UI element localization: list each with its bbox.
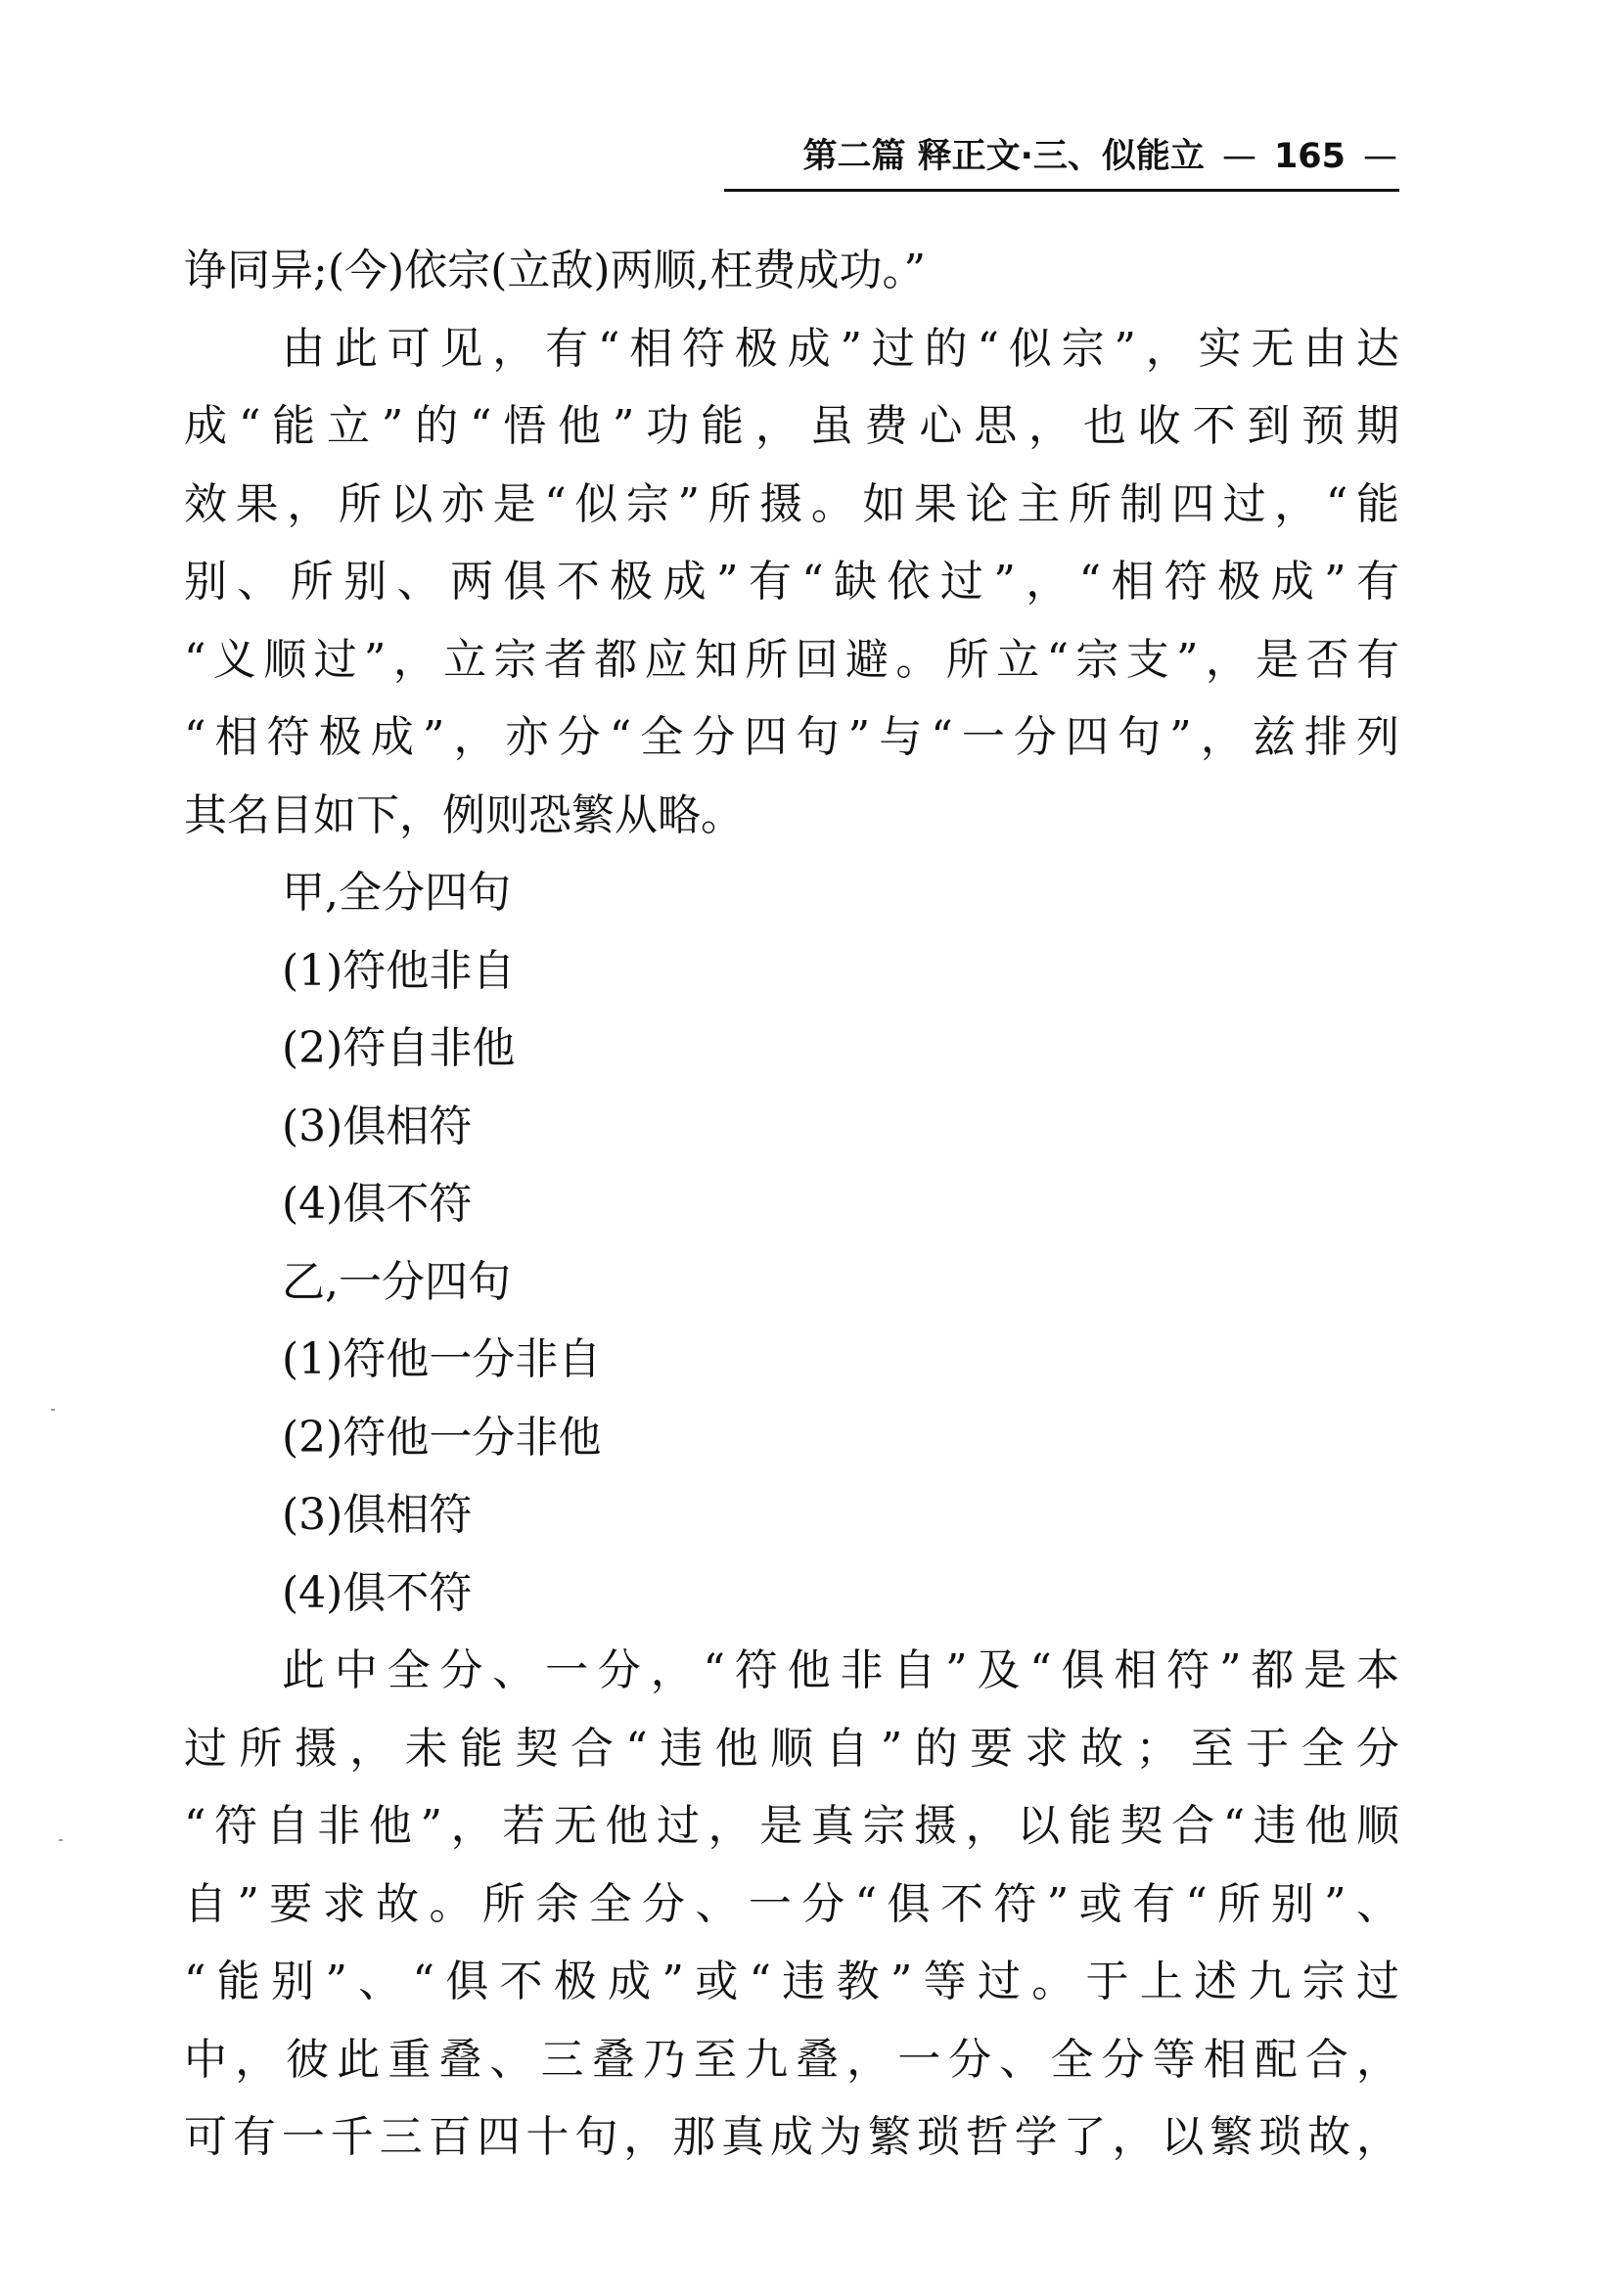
text-line: 自”要求故。所余全分、一分“俱不符”或有“所别”、	[184, 1878, 1399, 1929]
text-line: 此中全分、一分，“符他非自”及“俱相符”都是本	[282, 1645, 1399, 1695]
text-line: (1)符他一分非自	[282, 1334, 602, 1384]
text-line: 过所摄，未能契合“违他顺自”的要求故；至于全分	[184, 1723, 1399, 1774]
text-line: (1)符他非自	[282, 945, 516, 996]
text-line: (4)俱不符	[282, 1179, 473, 1229]
header-section-title: 第二篇 释正文·三、似能立	[802, 137, 1205, 176]
text-line: (2)符自非他	[282, 1023, 516, 1073]
header-page-number: 165	[1273, 137, 1346, 176]
text-line: “能别”、“俱不极成”或“违教”等过。于上述九宗过	[184, 1957, 1399, 2006]
text-line: 效果，所以亦是“似宗”所摄。如果论主所制四过，“能	[184, 478, 1399, 529]
text-line: (3)俱相符	[282, 1490, 473, 1540]
text-line: (3)俱相符	[282, 1101, 473, 1151]
text-line: “相符极成”，亦分“全分四句”与“一分四句”，兹排列	[184, 712, 1399, 762]
text-line: (2)符他一分非他	[282, 1412, 602, 1463]
text-line: “义顺过”，立宗者都应知所回避。所立“宗支”，是否有	[184, 634, 1399, 685]
text-line: 其名目如下，例则恐繁从略。	[184, 789, 744, 840]
text-line: (4)俱不符	[282, 1567, 473, 1618]
header-page-prefix: —	[1221, 137, 1256, 176]
header-rule	[724, 189, 1399, 192]
running-header	[724, 132, 1397, 181]
body-text	[184, 232, 1399, 2177]
text-line: 别、所别、两俱不极成”有“缺依过”，“相符极成”有	[184, 557, 1399, 607]
text-line: 由此可见，有“相符极成”过的“似宗”，实无由达	[282, 323, 1399, 374]
scan-speck	[51, 1409, 55, 1411]
text-line: 中，彼此重叠、三叠乃至九叠，一分、全分等相配合，	[184, 2034, 1399, 2085]
header-page-suffix: —	[1363, 137, 1397, 176]
text-line: 甲,全分四句	[282, 868, 511, 918]
text-line: “符自非他”，若无他过，是真宗摄，以能契合“违他顺	[184, 1801, 1399, 1851]
text-line: 可有一千三百四十句，那真成为繁琐哲学了，以繁琐故，	[184, 2112, 1399, 2162]
text-line: 成“能立”的“悟他”功能，虽费心思，也收不到预期	[184, 401, 1399, 451]
scan-speck	[59, 1839, 63, 1841]
text-line: 诤同异;(今)依宗(立敌)两顺,枉费成功。”	[184, 246, 926, 295]
text-line: 乙,一分四句	[282, 1256, 511, 1307]
